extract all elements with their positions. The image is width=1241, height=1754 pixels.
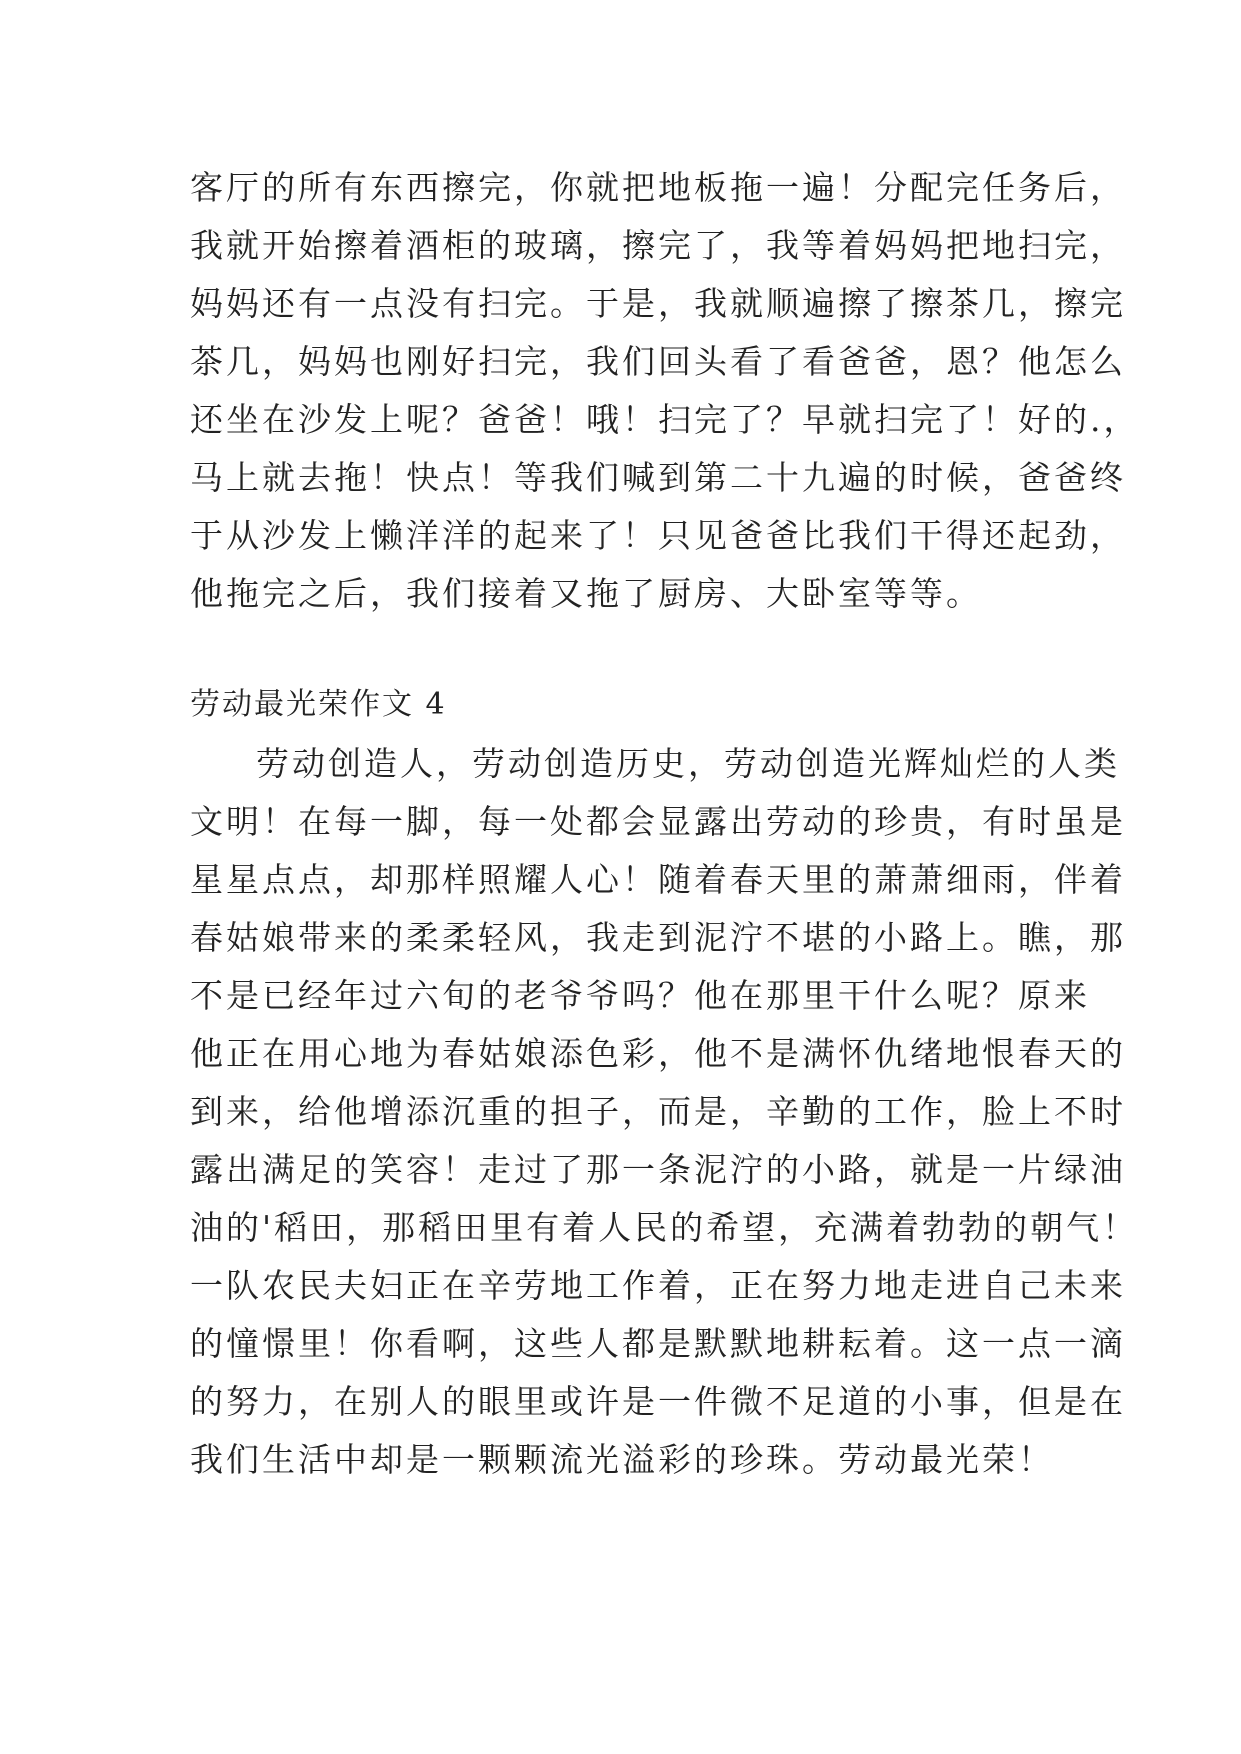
paragraph-line: 一队农民夫妇正在辛劳地工作着，正在努力地走进自己未来 xyxy=(190,1266,1126,1305)
paragraph-line: 于从沙发上懒洋洋的起来了！只见爸爸比我们干得还起劲， xyxy=(190,516,1126,555)
paragraph-line: 茶几，妈妈也刚好扫完，我们回头看了看爸爸，恩？他怎么 xyxy=(190,342,1126,381)
paragraph-line: 的憧憬里！你看啊，这些人都是默默地耕耘着。这一点一滴 xyxy=(190,1324,1126,1363)
paragraph-line: 春姑娘带来的柔柔轻风，我走到泥泞不堪的小路上。瞧，那 xyxy=(190,918,1126,957)
paragraph-line: 妈妈还有一点没有扫完。于是，我就顺遍擦了擦茶几，擦完 xyxy=(190,284,1126,323)
paragraph-line: 的努力，在别人的眼里或许是一件微不足道的小事，但是在 xyxy=(190,1382,1126,1421)
paragraph-line: 露出满足的笑容！走过了那一条泥泞的小路，就是一片绿油 xyxy=(190,1150,1126,1189)
paragraph-line: 还坐在沙发上呢？爸爸！哦！扫完了？早就扫完了！好的.， xyxy=(190,400,1140,439)
paragraph-line: 他正在用心地为春姑娘添色彩，他不是满怀仇绪地恨春天的 xyxy=(190,1034,1126,1073)
paragraph-line: 到来，给他增添沉重的担子，而是，辛勤的工作，脸上不时 xyxy=(190,1092,1126,1131)
paragraph-line: 劳动创造人，劳动创造历史，劳动创造光辉灿烂的人类 xyxy=(256,744,1120,783)
paragraph-line: 他拖完之后，我们接着又拖了厨房、大卧室等等。 xyxy=(190,574,982,613)
paragraph-line: 我就开始擦着酒柜的玻璃，擦完了，我等着妈妈把地扫完， xyxy=(190,226,1126,265)
paragraph-line: 星星点点，却那样照耀人心！随着春天里的萧萧细雨，伴着 xyxy=(190,860,1126,899)
paragraph-line: 马上就去拖！快点！等我们喊到第二十九遍的时候，爸爸终 xyxy=(190,458,1126,497)
paragraph-line: 我们生活中却是一颗颗流光溢彩的珍珠。劳动最光荣！ xyxy=(190,1440,1054,1479)
section-heading: 劳动最光荣作文 4 xyxy=(190,687,447,722)
paragraph-line: 不是已经年过六旬的老爷爷吗？他在那里干什么呢？原来 xyxy=(190,976,1090,1015)
paragraph-line: 客厅的所有东西擦完，你就把地板拖一遍！分配完任务后， xyxy=(190,168,1126,207)
paragraph-line: 文明！在每一脚，每一处都会显露出劳动的珍贵，有时虽是 xyxy=(190,802,1126,841)
paragraph-line: 油的'稻田，那稻田里有着人民的希望，充满着勃勃的朝气！ xyxy=(190,1208,1139,1247)
